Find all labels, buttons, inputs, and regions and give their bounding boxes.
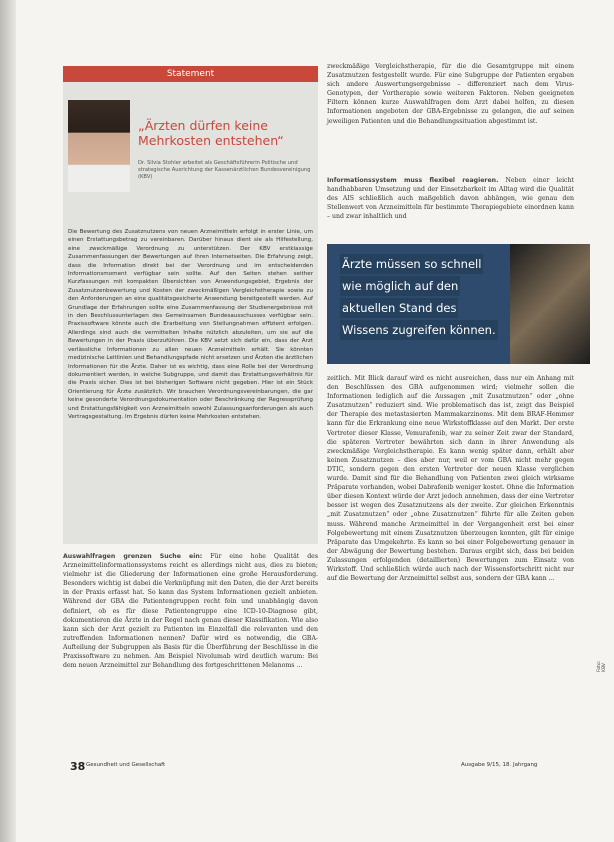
left-text: Für eine hohe Qualität des Arzneimittelinformationssystems reicht es allerdings nicht aus, dies zu bieten; vielmehr ist die Gliederung der Informationen eine große Herausforderung. Besonders wichtig ist dabei die Verknüpfung mit den Daten, die der Arzt bereits in der Praxis erfasst hat. So kann das System Informationen gezielt anbieten. Während der GBA die Patientengruppen recht fein und unabhängig davon definiert, ob es für diese Patientengruppe eine ICD-10-Diagnose gibt, dokumentieren die Ärzte in der Regel nach genau dieser Klassifikation. Wie also kann sich der Arzt gezielt zu Patienten im Einzelfall die relevanten und den zutreffenden Informationen nennen? Dafür wird es notwendig, die GBA-Aufteilung der Subgruppen als Basis für die Überführung der Beschlüsse in die Praxissoftware zu nehmen. Am Beispiel Nivolumab wird deutlich warum: Bei dem neuen Arzneimittel zur Behandlung des fortgeschrittenen Melanoms … [63, 553, 319, 670]
right-top-text-2: Neben einer leicht handhabbaren Umsetzung und der Einsetzbarkeit im Alltag wird die Qualität des AIS schließlich auch maßgeblich davon abhängen, wie genau den Stellenwert von Arzneimitteln für bestimmte Therapiegebiete einordnen kann – und zwar inhaltlich und [327, 177, 574, 221]
photo-credit: Foto: KBV [597, 660, 607, 672]
author-portrait [68, 100, 130, 192]
magazine-title: Gesundheit und Gesellschaft [86, 762, 166, 768]
right-column-top [327, 62, 574, 126]
page-number: 38 [70, 760, 86, 773]
pull-quote-line: wie möglich auf den [340, 276, 460, 296]
left-subhead: Auswahlfragen grenzen Suche ein: [63, 553, 203, 560]
right-subhead: Informationssystem muss flexibel reagieren. [327, 177, 499, 184]
page-spine-shadow [0, 0, 16, 842]
statement-quote: „Ärzten dürfen keine Mehrkosten entstehen“ [138, 118, 284, 148]
pull-quote-lines [340, 252, 510, 342]
left-column [63, 552, 318, 670]
right-bottom-text: zeitlich. Mit Blick darauf wird es nicht ausreichen, dass nur ein Anhang mit den Beschlüssen des GBA aufgenommen wird; vielmehr sollen die Informationen lediglich auf die Aussagen „mit Zusatznutzen“ oder „ohne Zusatznutzen“ reduziert sind. Wie problematisch das ist, zeigt das Beispiel der Therapie des metastasierten Mammakarzinoms. Mit dem BRAF-Hemmer kann für die Erkrankung eine neue Wirkstoffklasse auf den Markt. Der erste Vertreter dieser Klasse, Vemurafenib, war zu seiner Zeit zwar der Standard, die späteren Vertreter bewährten sich dann in ihrer Anwendung als zweckmäßige Vergleichstherapie. Es kann wenig später dann, erhält aber keinen Zusatznutzen – dies aber nur, weil er vom GBA nicht mehr gegen DTIC, sondern gegen den ersten Vertreter der neuen Klasse verglichen wurde. Damit sind für die Behandlung von Patienten zwei gleich wirksame Präparate vorhanden, wobei Dabrafenib weniger kostet. Ohne die Information über diesen Kontext würde der Arzt jedoch annehmen, dass der eine Vertreter besser ist wegen des Zusatznutzens als der zweite. Zur gleichen Erkenntnis „mit Zusatznutzen“ oder „ohne Zusatznutzen“ führte für alle Zeiten geben muss. Während manche Arzneimittel in der Vergangenheit erst bei einer Folgebewertung mit einem Zusatznutzen überzeugen konnten, gilt für einige Präparate das Umgekehrte. Es kann so bei einer Folgebewertung genauer in der Abwägung der Bewertung bestehen. Daraus ergibt sich, dass bei beiden Zulassungen erfolgenden (detaillierten) Bewertungen zum Einsatz von Wirkstoff. Und schließlich würde auch nach der Wissensfortschritt nicht nur auf die Bewertung der Arzneimittel selbst aus, sondern der GBA kann ... [327, 375, 574, 583]
right-column-section [327, 176, 574, 221]
statement-body: Die Bewertung des Zusatznutzens von neuen Arzneimitteln erfolgt in erster Linie, um einen Erstattungsbetrag zu vereinbaren. Darüber hinaus dient sie als Hilfestellung, eine zweckmäßige Verordnung zu unterstützen. Der KBV erstklassige Zusammenfassungen der Bewertungen auf ihren Internetseiten. Die Erfahrung zeigt, dass die Information direkt bei der Verordnung und im entscheidenden Informationsmoment verfügbar sein sollte. Auf den Seiten stehen seither Kurzfassungen mit kompakten Übersichten von Anwendungsgebiet, Ergebnis der Zusatznutzenbewertung und Kosten der zweckmäßigen Vergleichstherapie sowie zu den Anforderungen an eine qualitätsgesicherte Anwendung bereitgestellt werden. Auf Grundlage der Erfahrungen sollte eine Zusammenfassung der Studienergebnisse mit in den Beschlussunterlagen des Gemeinsamen Bundesausschusses verfügbar sein. Praxissoftware könnte auch die Erarbeitung von Stellungnahmen effizient erfolgen. Allerdings sind auch die vermittelten Inhalte nützlich abzuleiten, um sie auf die Bewertungen in der Praxis überzuführen. Die KBV setzt sich dafür ein, dass der Arzt verlässliche Informationen zu allen neuen Arzneimitteln erhält. Sie könnten medizinische Leitlinien und Behandlungspfade nicht ersetzen und Ärzten die ärztlichen Informationen für die Ärzte. Daher ist es wichtig, dass eine Rolle bei der Verordnung dokumentiert werden, in welche Subgruppe, und damit das Erstattungsverhältnis für die Praxis sicher. Dies ist bei bisherigen Software nicht gegeben. Hier ist ein Stück Orientierung für Ärzte zusätzlich. Wir brauchen Verordnungsvereinbarungen, die gar keine gesonderte Verordnungsdokumentation oder Beschränkung der Regressprüfung und Erstattungsfähigkeit von Arzneimitteln sowohl Zulassungsanforderungen als auch Vertragsgestaltung. Im Ergebnis dürfen keine Mehrkosten entstehen. [68, 229, 313, 420]
pull-quote-line: Wissens zugreifen können. [340, 320, 498, 340]
author-caption: Dr. Silvia Stohler arbeitet als Geschäftsführerin Politische und strategische Ausrichtung der Kassenärztlichen Bundesvereinigung (KBV) [138, 160, 311, 181]
pull-quote-line: aktuellen Stand des [340, 298, 458, 318]
right-column-bottom [327, 374, 574, 583]
banner-artwork [510, 244, 590, 364]
issue-info: Ausgabe 9/15, 18. Jahrgang [461, 762, 538, 768]
right-top-text: zweckmäßige Vergleichstherapie, für die die Gesamtgruppe mit einem Zusatznutzen festgestellt wurde. Für eine Subgruppe der Patienten ergaben sich andere Auswertungsergebnisse – differenziert nach dem Virus-Genotypen, der Vortherapie sowie weiteren Faktoren. Neben geeigneten Filtern können kurze Auswahlfragen dem Arzt dabei helfen, zu diesen Informationen angeboten der GBA-Ergebnisse zu gelangen, die auf seinen jeweiligen Patienten und die Behandlungssituation abgestimmt ist. [327, 63, 574, 125]
statement-header: Statement [63, 66, 318, 82]
pull-quote-line: Ärzte müssen so schnell [340, 254, 483, 274]
